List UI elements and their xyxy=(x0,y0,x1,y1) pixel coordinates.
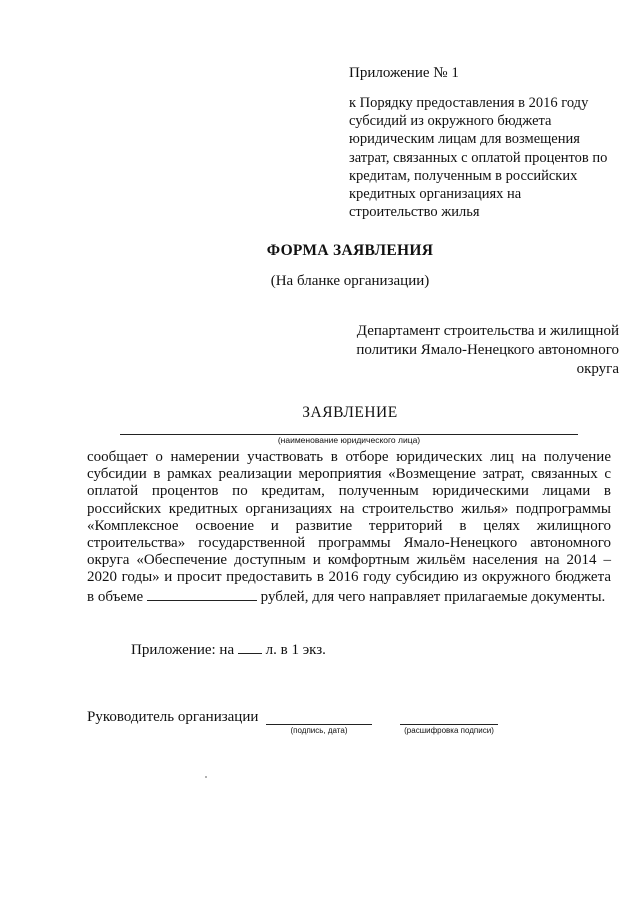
statement-body xyxy=(87,449,611,606)
appendix-title: Приложение № 1 xyxy=(349,65,459,81)
addressee-block: Департамент строительства и жилищной политики Ямало-Ненецкого автономного округа xyxy=(356,323,619,377)
legal-entity-name-caption: (наименование юридического лица) xyxy=(277,435,421,445)
head-of-organization-label: Руководитель организации xyxy=(87,709,259,725)
subsidy-amount-field[interactable] xyxy=(147,587,257,601)
form-title: ФОРМА ЗАЯВЛЕНИЯ xyxy=(266,242,434,259)
attachment-line xyxy=(131,640,326,659)
form-subtitle: (На бланке организации) xyxy=(270,273,430,289)
signature-decoding-field[interactable] xyxy=(400,724,498,725)
attachment-suffix: л. в 1 экз. xyxy=(261,642,326,658)
statement-body-part2: рублей, для чего направляет прилагаемые документы. xyxy=(256,588,606,605)
page-count-field[interactable] xyxy=(238,640,262,654)
statement-body-part1: сообщает о намерении участвовать в отборе юридических лиц на получение субсидии в рамках реализации мероприятия «Возмещение затрат, связанных с оплатой процентов по кредитам, полученным юридическими лицами в российских кредитных организациях на строительство жилья» подпрограммы «Комплексное освоение и развитие территорий в целях жилищного строительства» государственной программы Ямало-Ненецкого автономного округа «Обеспечение доступным и комфортным жильём населения на 2014 – 2020 годы» и просит предоставить в 2016 году субсидию из окружного бюджета в объеме xyxy=(87,449,611,605)
appendix-text: к Порядку предоставления в 2016 году субсидий из окружного бюджета юридическим лицам для возмещения затрат, связанных с оплатой процентов по кредитам, полученным в российских кредитных организациях на строительство жилья xyxy=(349,95,608,221)
scan-speck xyxy=(205,776,207,778)
signature-date-field[interactable] xyxy=(266,724,372,725)
signature-decoding-caption: (расшифровка подписи) xyxy=(404,726,494,735)
signature-date-caption: (подпись, дата) xyxy=(290,726,348,735)
statement-title: ЗАЯВЛЕНИЕ xyxy=(302,404,398,421)
attachment-prefix: Приложение: на xyxy=(131,642,238,658)
